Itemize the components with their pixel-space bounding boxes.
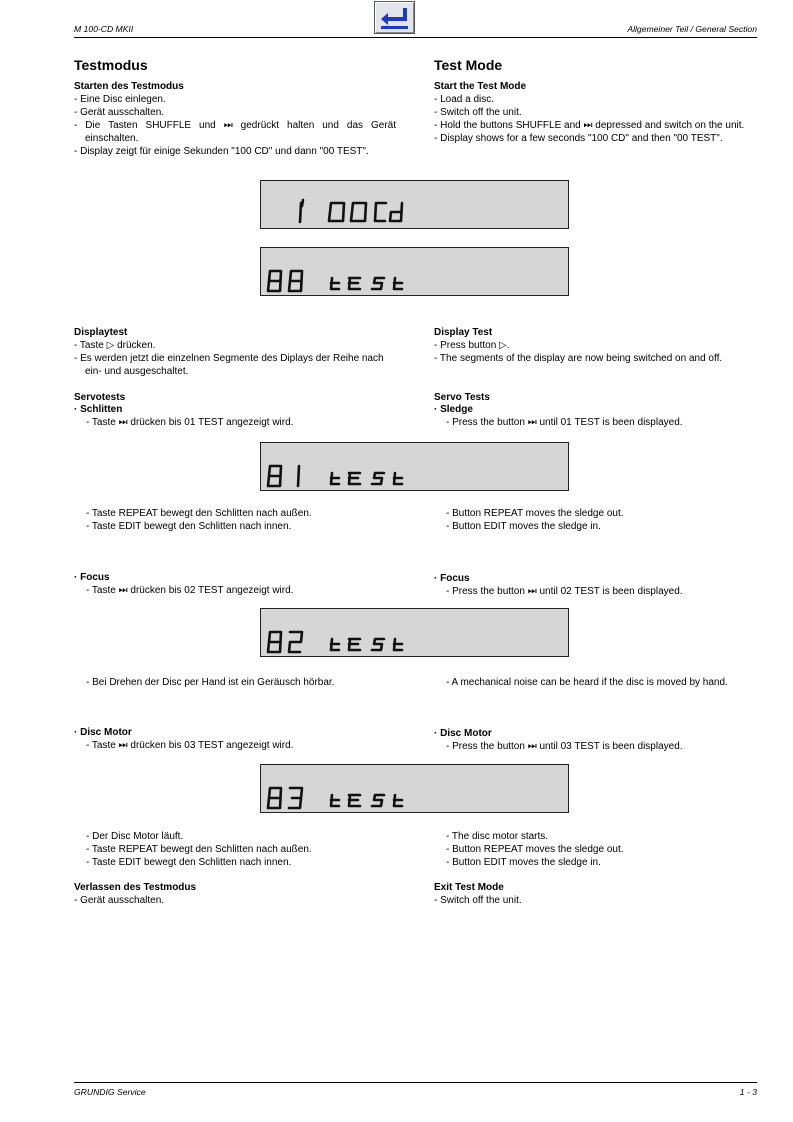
de-start-item: - Display zeigt für einige Sekunden "100 CD" und dann "00 TEST". (74, 146, 369, 157)
footer-rule (74, 1082, 757, 1083)
header-rule (74, 37, 757, 38)
de-start-item: - Gerät ausschalten. (74, 107, 165, 118)
de-display-heading: Displaytest (74, 327, 128, 338)
en-focus-section (434, 573, 757, 598)
back-arrow-icon (375, 2, 414, 33)
de-display-section (74, 327, 396, 378)
en-start-item: - Display shows for a few seconds "100 CD" and then "00 TEST". (434, 133, 723, 144)
en-motor-after-item: - Button REPEAT moves the sledge out. (446, 844, 624, 855)
en-motor-heading: · Disc Motor (434, 728, 492, 739)
lcd-segments (261, 181, 568, 228)
en-exit-item: - Switch off the unit. (434, 895, 522, 906)
en-servo-heading: Servo Tests (434, 392, 490, 403)
de-start-item: - Die Tasten SHUFFLE und ⏭ gedrückt halten und das Gerät einschalten. (74, 120, 396, 144)
de-focus-after (74, 676, 396, 689)
lcd-display-00-test (260, 247, 569, 296)
lcd-segments (261, 443, 568, 490)
de-display-item: - Es werden jetzt die einzelnen Segmente des Diplays der Reihe nach ein- und ausgeschaltet. (74, 353, 384, 377)
en-start-item: - Load a disc. (434, 94, 495, 105)
en-display-heading: Display Test (434, 327, 493, 338)
de-exit-heading: Verlassen des Testmodus (74, 882, 197, 893)
de-display-item: - Taste ▷ drücken. (74, 340, 156, 351)
en-motor-after-item: - The disc motor starts. (446, 831, 549, 842)
en-sledge-after (434, 507, 757, 533)
header-right: Allgemeiner Teil / General Section (627, 24, 757, 34)
en-motor-after (434, 830, 757, 869)
en-focus-after-item: - A mechanical noise can be heard if the disc is moved by hand. (446, 677, 728, 688)
footer-left: GRUNDIG Service (74, 1087, 146, 1097)
de-servo-heading: Servotests (74, 392, 126, 403)
en-title: Test Mode (434, 57, 503, 73)
en-display-item: - Press button ▷. (434, 340, 510, 351)
de-motor-section (74, 727, 396, 752)
de-start-section (74, 81, 396, 158)
en-exit-section (434, 882, 757, 907)
en-motor-step: - Press the button ⏭ until 03 TEST is been displayed. (446, 741, 683, 752)
de-sledge-after-item: - Taste REPEAT bewegt den Schlitten nach außen. (86, 508, 312, 519)
de-motor-after (74, 830, 396, 869)
en-motor-after-item: - Button EDIT moves the sledge in. (446, 857, 601, 868)
en-sledge-after-item: - Button REPEAT moves the sledge out. (446, 508, 624, 519)
lcd-segments (261, 609, 568, 656)
en-servo-section (434, 392, 757, 429)
de-servo-section (74, 392, 396, 429)
en-start-item: - Hold the buttons SHUFFLE and ⏭ depressed and switch on the unit. (434, 120, 745, 131)
header-left: M 100-CD MKII (74, 24, 134, 34)
en-start-heading: Start the Test Mode (434, 81, 527, 92)
en-sledge-after-item: - Button EDIT moves the sledge in. (446, 521, 601, 532)
de-start-item: - Eine Disc einlegen. (74, 94, 166, 105)
de-sledge-after (74, 507, 396, 533)
de-motor-after-item: - Taste EDIT bewegt den Schlitten nach innen. (86, 857, 292, 868)
en-focus-after (434, 676, 757, 689)
lcd-display-02-test (260, 608, 569, 657)
lcd-display-01-test (260, 442, 569, 491)
de-sledge-heading: · Schlitten (74, 404, 123, 415)
de-focus-section (74, 572, 396, 597)
de-motor-heading: · Disc Motor (74, 727, 132, 738)
de-focus-after-item: - Bei Drehen der Disc per Hand ist ein Geräusch hörbar. (86, 677, 335, 688)
de-exit-item: - Gerät ausschalten. (74, 895, 165, 906)
en-exit-heading: Exit Test Mode (434, 882, 504, 893)
en-display-item: - The segments of the display are now being switched on and off. (434, 353, 723, 364)
de-motor-after-item: - Der Disc Motor läuft. (86, 831, 184, 842)
de-focus-heading: · Focus (74, 572, 110, 583)
de-sledge-after-item: - Taste EDIT bewegt den Schlitten nach innen. (86, 521, 292, 532)
lcd-display-03-test (260, 764, 569, 813)
de-sledge-step: - Taste ⏭ drücken bis 01 TEST angezeigt wird. (86, 417, 294, 428)
de-focus-step: - Taste ⏭ drücken bis 02 TEST angezeigt wird. (86, 585, 294, 596)
footer-page-number: 1 - 3 (739, 1087, 757, 1097)
de-motor-step: - Taste ⏭ drücken bis 03 TEST angezeigt wird. (86, 740, 294, 751)
de-motor-after-item: - Taste REPEAT bewegt den Schlitten nach außen. (86, 844, 312, 855)
lcd-segments (261, 765, 568, 812)
en-start-item: - Switch off the unit. (434, 107, 522, 118)
en-focus-heading: · Focus (434, 573, 470, 584)
de-exit-section (74, 882, 396, 907)
en-sledge-step: - Press the button ⏭ until 01 TEST is been displayed. (446, 417, 683, 428)
en-start-section (434, 81, 757, 145)
en-motor-section (434, 728, 757, 753)
lcd-segments (261, 248, 568, 295)
en-sledge-heading: · Sledge (434, 404, 473, 415)
lcd-display-100cd (260, 180, 569, 229)
back-button[interactable] (374, 1, 415, 34)
de-start-heading: Starten des Testmodus (74, 81, 184, 92)
en-display-section (434, 327, 757, 365)
de-title: Testmodus (74, 57, 148, 73)
en-focus-step: - Press the button ⏭ until 02 TEST is been displayed. (446, 586, 683, 597)
